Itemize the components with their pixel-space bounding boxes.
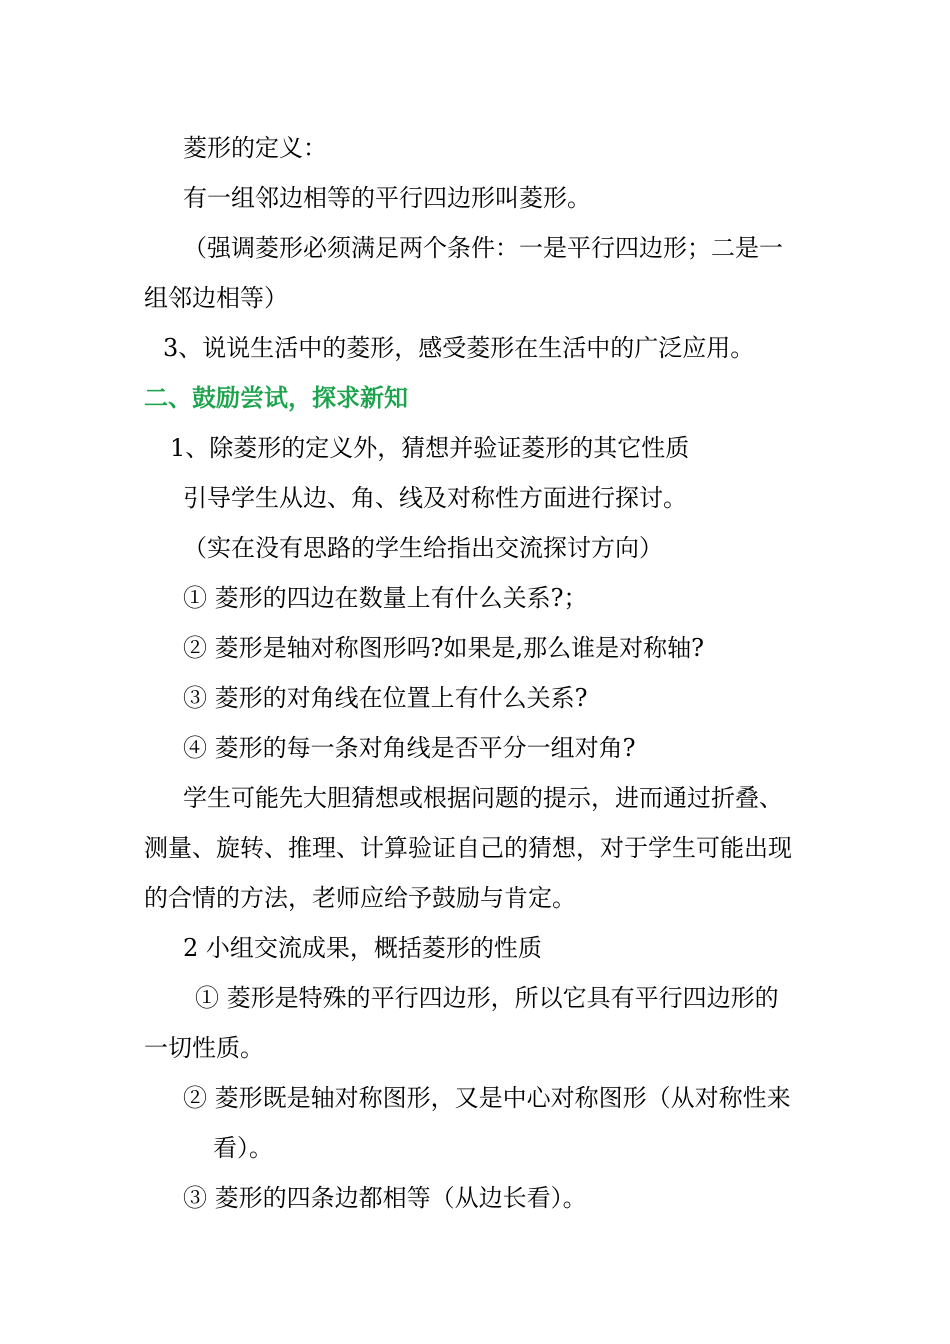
paragraph-line: 的合情的方法，老师应给予鼓励与肯定。 xyxy=(144,884,576,912)
paragraph-line: 测量、旋转、推理、计算验证自己的猜想，对于学生可能出现 xyxy=(144,834,792,862)
paragraph-line: （强调菱形必须满足两个条件：一是平行四边形；二是一 xyxy=(183,234,783,262)
paragraph-line: （实在没有思路的学生给指出交流探讨方向） xyxy=(183,534,663,562)
list-item: ③ 菱形的对角线在位置上有什么关系? xyxy=(183,684,588,712)
section-heading: 二、鼓励尝试，探求新知 xyxy=(144,383,408,412)
paragraph-line: 菱形的定义： xyxy=(183,134,327,162)
list-item: ① 菱形是特殊的平行四边形，所以它具有平行四边形的 xyxy=(195,984,779,1012)
list-item: ④ 菱形的每一条对角线是否平分一组对角? xyxy=(183,734,636,762)
paragraph-line: 组邻边相等） xyxy=(144,284,288,312)
paragraph-line: 一切性质。 xyxy=(144,1034,264,1062)
paragraph-line: 有一组邻边相等的平行四边形叫菱形。 xyxy=(183,184,591,212)
paragraph-line: 看）。 xyxy=(213,1134,273,1162)
paragraph-line: 2 小组交流成果，概括菱形的性质 xyxy=(183,934,542,962)
list-item: ③ 菱形的四条边都相等（从边长看）。 xyxy=(183,1184,587,1212)
paragraph-line: 1、除菱形的定义外，猜想并验证菱形的其它性质 xyxy=(170,434,690,462)
list-item: ② 菱形既是轴对称图形，又是中心对称图形（从对称性来 xyxy=(183,1084,791,1112)
list-item: ② 菱形是轴对称图形吗?如果是,那么谁是对称轴? xyxy=(183,634,704,662)
paragraph-line: 学生可能先大胆猜想或根据问题的提示，进而通过折叠、 xyxy=(183,784,783,812)
list-item: ① 菱形的四边在数量上有什么关系?； xyxy=(183,584,588,612)
paragraph-line: 3、说说生活中的菱形，感受菱形在生活中的广泛应用。 xyxy=(163,334,755,362)
paragraph-line: 引导学生从边、角、线及对称性方面进行探讨。 xyxy=(183,484,687,512)
